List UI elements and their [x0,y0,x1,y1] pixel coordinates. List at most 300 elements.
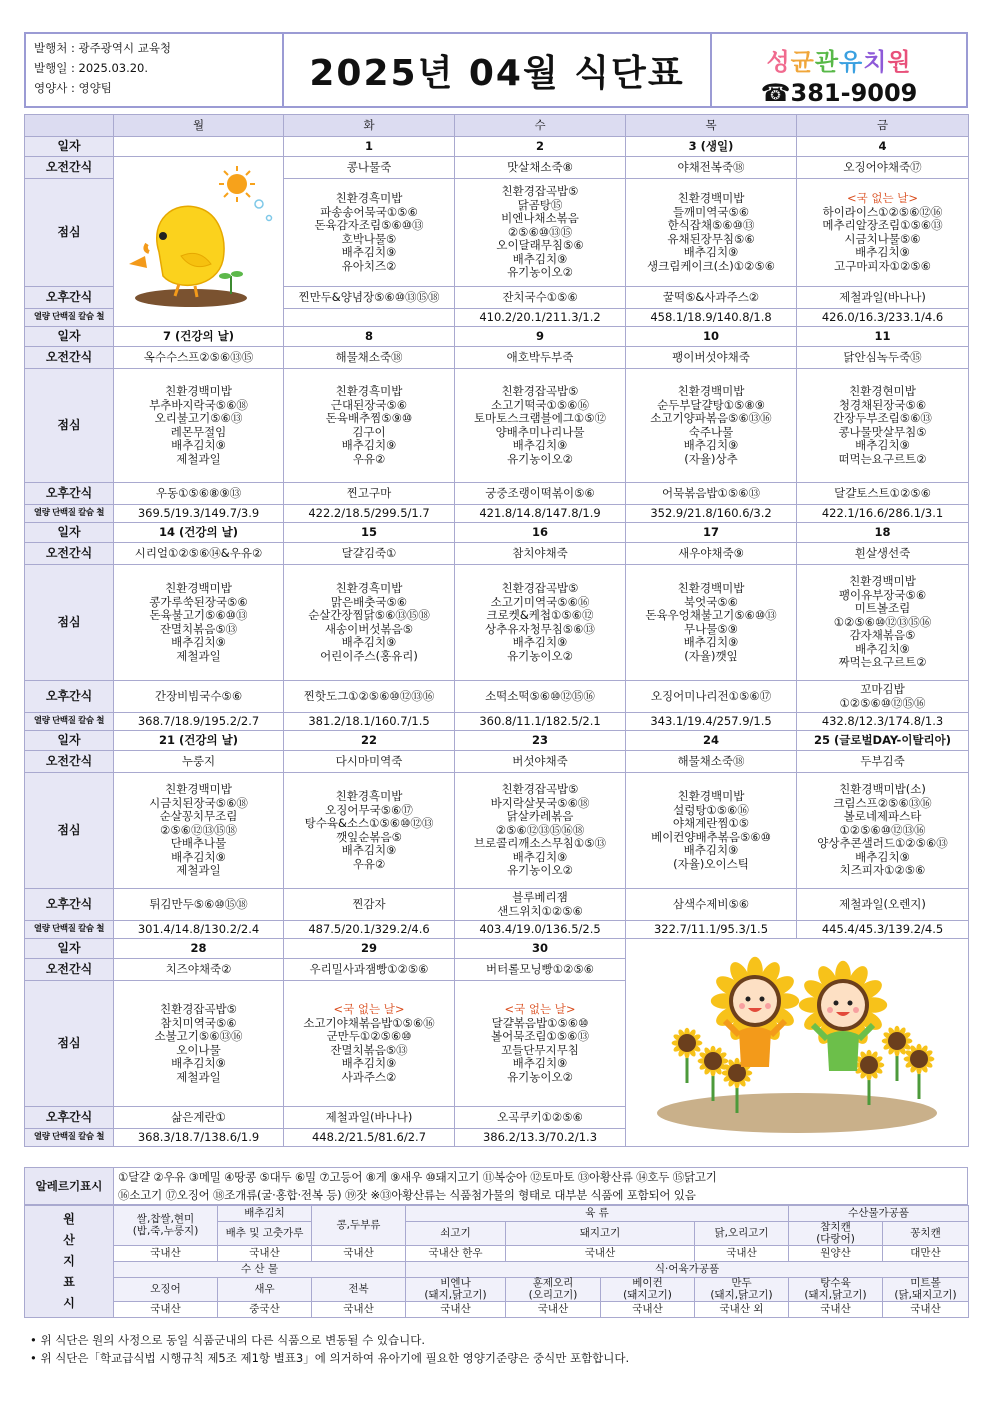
origin-value: 국내산 [506,1246,695,1262]
weekday-wed: 수 [455,115,626,137]
day-afternoon-cell: 삶은계란① [114,1107,284,1129]
origin-kimchi-sub: 배추 및 고춧가루 [218,1222,312,1246]
lunch-dish: 호박나물⑤ [341,231,397,246]
origin-item-head: 새우 [218,1278,312,1302]
origin-item-head: 만두 (돼지,닭고기) [695,1278,789,1302]
snack-line: 꼬마김밥 [860,682,905,696]
nutrition-label: 열량 단백질 칼슘 철 [25,505,114,523]
day-lunch-cell [626,179,797,287]
lunch-dish: 제철과일 [176,863,221,878]
lunch-dish: 사과주스② [341,1069,397,1084]
lunch-dish: 무나물⑤⑨ [684,621,738,636]
lunch-dish: 제철과일 [176,648,221,663]
afternoon-label: 오후간식 [25,1107,114,1129]
publisher: 광주광역시 교육청 [78,41,172,55]
day-morning-cell: 맛살채소죽⑧ [455,157,626,179]
day-afternoon-cell: 제철과일(바나나) [284,1107,455,1129]
day-afternoon-cell: 달걀토스트①②⑤⑥ [797,483,969,505]
lunch-dish: 근대된장국⑤⑥ [330,397,408,412]
lunch-dish: 베이컨양배추볶음⑤⑥⑩ [651,829,771,844]
origin-row1-values [25,1246,969,1262]
lunch-dish: (자율)상추 [684,451,738,466]
day-morning-cell: 콩나물죽 [284,157,455,179]
week-4-morning-row [25,751,969,773]
origin-value: 국내산 [312,1302,406,1318]
day-lunch-cell [114,369,284,483]
lunch-dish: 배추김치⑨ [512,251,568,266]
lunch-dish: 치즈피자①②⑤⑥ [839,863,926,878]
origin-value: 중국산 [218,1302,312,1318]
day-morning-cell: 시리얼①②⑤⑥⑭&우유② [114,543,284,565]
day-nutrition-cell: 368.3/18.7/138.6/1.9 [114,1129,284,1147]
lunch-dish: 바지락살뭇국⑤⑥⑱ [490,795,590,810]
day-nutrition-cell: 381.2/18.1/160.7/1.5 [284,713,455,731]
day-morning-cell: 해물채소죽⑱ [284,347,455,369]
lunch-dish: 오이달래무침⑤⑥ [496,238,584,253]
day-afternoon-cell: 소떡소떡⑤⑥⑩⑫⑮⑯ [455,681,626,713]
nutritionist: 영양팀 [78,81,112,95]
day-nutrition-cell: 445.4/45.3/139.2/4.5 [797,921,969,939]
origin-value: 국내산 [406,1302,506,1318]
morning-label: 오전간식 [25,959,114,981]
day-morning-cell: 두부김죽 [797,751,969,773]
morning-label: 오전간식 [25,543,114,565]
lunch-dish: 들깨미역국⑤⑥ [672,204,750,219]
lunch-dish: 배추김치⑨ [683,843,739,857]
day-morning-cell: 새우야채죽⑨ [626,543,797,565]
lunch-dish: <국 없는 날> [333,1002,405,1016]
afternoon-label: 오후간식 [25,287,114,309]
lunch-dish: 단배추나물 [170,836,227,851]
lunch-dish: ②⑤⑥⑩⑬⑮ [507,224,573,239]
day-morning-cell: 팽이버섯야채죽 [626,347,797,369]
lunch-dish: 순살꽁치무조림 [159,809,238,824]
week-3-lunch-row [25,565,969,681]
lunch-dish: 감자채볶음⑤ [849,628,916,643]
origin-bean-head: 콩,두부류 [312,1206,406,1246]
day-morning-cell: 옥수수스프②⑤⑥⑬⑮ [114,347,284,369]
origin-value: 국내산 [601,1302,695,1318]
day-nutrition-cell: 432.8/12.3/174.8/1.3 [797,713,969,731]
day-afternoon-cell: 궁중조랭이떡볶이⑤⑥ [455,483,626,505]
menu-table [24,114,969,1147]
lunch-dish: 소고기떡국①⑤⑥⑯ [491,397,589,412]
day-date-cell: 14 (건강의 날) [114,523,284,543]
allergy-line-1: ①달걀 ②우유 ③메밀 ④땅콩 ⑤대두 ⑥밀 ⑦고등어 ⑧게 ⑨새우 ⑩돼지고기 ⑪복숭아 ⑫토마토 ⑬아황산류 ⑭호두 ⑮닭고기 [118,1170,717,1184]
lunch-dish: 크림스프②⑤⑥⑬⑯ [833,795,932,810]
day-date-cell: 11 [797,327,969,347]
allergy-table [24,1167,968,1205]
origin-value: 국내산 [506,1302,601,1318]
week-2-date-row [25,327,969,347]
day-date-cell: 28 [114,939,284,959]
lunch-dish: 제철과일 [176,451,221,466]
lunch-dish: 오이나물 [176,1042,221,1057]
lunch-dish: 소고기미역국⑤⑥⑯ [490,594,590,609]
day-date-cell: 17 [626,523,797,543]
week-2-afternoon-row [25,483,969,505]
origin-seafood-head: 수 산 물 [114,1262,406,1278]
note-2: • 위 식단은「학교급식법 시행규칙 제5조 제1항 별표3」에 의거하여 유아기에 필요한 영양기준량은 중식만 포함합니다. [30,1351,630,1365]
week-3-nutrition-row [25,713,969,731]
week-1-morning-row [25,157,969,179]
lunch-dish: 친환경백미밥 [677,789,745,803]
lunch-dish: 배추김치⑨ [341,635,397,649]
day-nutrition-cell: 458.1/18.9/140.8/1.8 [626,309,797,327]
origin-value: 국내산 [695,1246,789,1262]
lunch-dish: 친환경백미밥 [849,574,916,589]
lunch-dish: ①②⑤⑥⑩⑫⑬⑯ [839,822,926,837]
lunch-dish: 배추김치⑨ [683,245,739,259]
lunch-label: 점심 [25,179,114,287]
corner-cell [25,115,114,137]
date-label: 일자 [25,731,114,751]
lunch-dish: 배추김치⑨ [512,635,568,649]
day-date-cell: 22 [284,731,455,751]
day-morning-cell: 흰살생선죽 [797,543,969,565]
weekday-header-row [25,115,969,137]
week-4-nutrition-row [25,921,969,939]
day-morning-cell: 닭안심녹두죽⑮ [797,347,969,369]
origin-value: 국내산 한우 [406,1246,506,1262]
origin-value: 원양산 [789,1246,883,1262]
lunch-dish: <국 없는 날> [504,1002,576,1016]
nutrition-label: 열량 단백질 칼슘 철 [25,921,114,939]
lunch-dish: 친환경백미밥 [677,191,745,205]
day-date-cell: 3 (생일) [626,137,797,157]
lunch-dish: 레몬무절임 [170,424,227,439]
day-nutrition-cell: 343.1/19.4/257.9/1.5 [626,713,797,731]
day-date-cell: 8 [284,327,455,347]
origin-value: 국내산 [114,1302,218,1318]
day-date-cell: 1 [284,137,455,157]
day-lunch-cell [284,369,455,483]
day-date-cell: 2 [455,137,626,157]
week-4-lunch-row [25,773,969,889]
week-3-afternoon-row [25,681,969,713]
lunch-dish: ②⑤⑥⑫⑬⑮⑯⑱ [495,822,585,837]
week-5-date-row [25,939,969,959]
lunch-dish: 간장두부조림⑤⑥⑬ [833,411,932,425]
day-nutrition-cell: 448.2/21.5/81.6/2.7 [284,1129,455,1147]
day-lunch-cell [284,179,455,287]
day-date-cell: 23 [455,731,626,751]
lunch-dish: 북엇국⑤⑥ [684,594,738,609]
day-nutrition-cell: 368.7/18.9/195.2/2.7 [114,713,284,731]
date-label: 일자 [25,327,114,347]
weekday-mon: 월 [114,115,284,137]
day-date-cell: 7 (건강의 날) [114,327,284,347]
lunch-dish: 친환경백미밥(소) [839,782,926,797]
origin-value: 국내산 [114,1246,218,1262]
origin-pork-head: 돼지고기 [506,1222,695,1246]
lunch-dish: 배추김치⑨ [512,1056,568,1070]
lunch-dish: 친환경현미밥 [849,384,916,398]
lunch-dish: 돈육불고기⑤⑥⑩⑬ [149,608,248,622]
origin-chicken-head: 닭,오리고기 [695,1222,789,1246]
day-lunch-cell [114,773,284,889]
day-nutrition-cell: 360.8/11.1/182.5/2.1 [455,713,626,731]
origin-value: 국내산 [312,1246,406,1262]
lunch-dish: 배추김치⑨ [683,438,739,452]
day-afternoon-cell [455,889,626,921]
origin-item-head: 베이컨 (돼지고기) [601,1278,695,1302]
afternoon-label: 오후간식 [25,483,114,505]
lunch-dish: 달걀볶음밥①⑤⑥⑩ [491,1015,589,1030]
lunch-dish: 제철과일 [176,1069,221,1084]
lunch-label: 점심 [25,565,114,681]
lunch-dish: 소고기양파볶음⑤⑥⑬⑯ [650,411,772,425]
day-lunch-cell [626,565,797,681]
lunch-dish: 설렁탕①⑤⑥⑯ [673,802,749,817]
morning-label: 오전간식 [25,751,114,773]
lunch-label: 점심 [25,369,114,483]
lunch-dish: 배추김치⑨ [171,438,226,452]
date-label: 일자 [25,523,114,543]
school-name-char: 원 [887,48,912,76]
origin-value: 국내산 [789,1302,883,1318]
lunch-dish: 고구마피자①②⑤⑥ [834,258,931,273]
origin-meat-head: 육 류 [406,1206,789,1222]
sunflower-kids-illustration [626,939,969,1147]
week-2-morning-row [25,347,969,369]
lunch-dish: 김구이 [352,424,386,439]
origin-tuna-head: 참치캔 (다랑어) [789,1222,883,1246]
origin-item-head: 오징어 [114,1278,218,1302]
lunch-dish: 어린이주스(홍유리) [320,648,418,663]
publish-date: 2025.03.20. [78,61,149,75]
origin-row2-heads [25,1278,969,1302]
lunch-dish: 유기농이오② [507,1069,573,1084]
week-3-date-row [25,523,969,543]
lunch-dish: 친환경잡곡밥⑤ [501,184,579,199]
school-info [712,34,966,106]
day-afternoon-cell: 찐만두&양념장⑤⑥⑩⑬⑮⑱ [284,287,455,309]
lunch-dish: 유아치즈② [341,258,397,273]
day-afternoon-cell: 제철과일(오렌지) [797,889,969,921]
day-afternoon-cell: 우동①⑤⑥⑧⑨⑬ [114,483,284,505]
lunch-dish: 팽이유부장국⑤⑥ [838,587,927,602]
lunch-dish: 순살간장찜닭⑤⑥⑬⑮⑱ [308,608,430,622]
day-lunch-cell [455,565,626,681]
weekday-thu: 목 [626,115,797,137]
origin-saury-head: 꽁치캔 [883,1222,969,1246]
lunch-dish: 친환경흑미밥 [335,384,403,398]
day-lunch-cell [797,179,969,287]
school-phone: ☎381-9009 [760,79,918,107]
lunch-dish: 깻잎순볶음⑤ [336,829,402,844]
lunch-dish: 브로콜리깨소스무침①⑤⑬ [473,836,607,851]
day-lunch-cell [284,773,455,889]
day-nutrition-cell: 422.1/16.6/286.1/3.1 [797,505,969,523]
page-title: 2025년 04월 식단표 [284,34,712,106]
lunch-dish: 맑은배춧국⑤⑥ [330,594,408,609]
day-afternoon-cell: 잔치국수①⑤⑥ [455,287,626,309]
morning-label: 오전간식 [25,347,114,369]
day-lunch-cell [797,369,969,483]
lunch-dish: 배추김치⑨ [855,849,910,864]
lunch-dish: 파송송어묵국①⑤⑥ [320,204,418,219]
day-nutrition-cell: 301.4/14.8/130.2/2.4 [114,921,284,939]
lunch-dish: 친환경백미밥 [677,581,745,595]
day-lunch-cell [455,773,626,889]
day-date-cell: 4 [797,137,969,157]
day-date-cell: 24 [626,731,797,751]
origin-row2-values [25,1302,969,1318]
day-date-cell: 10 [626,327,797,347]
origin-item-head: 비엔나 (돼지,닭고기) [406,1278,506,1302]
lunch-dish: 친환경잡곡밥⑤ [160,1002,237,1016]
day-morning-cell: 버섯야채죽 [455,751,626,773]
origin-value: 국내산 외 [695,1302,789,1318]
nutrition-label: 열량 단백질 칼슘 철 [25,713,114,731]
lunch-dish: 청경채된장국⑤⑥ [838,397,927,412]
school-name-char: 균 [790,48,815,76]
lunch-dish: 군만두①②⑤⑥⑩ [326,1029,412,1043]
school-name-char: 치 [863,48,888,76]
lunch-dish: 친환경잡곡밥⑤ [501,384,579,398]
day-afternoon-cell: 삼색수제비⑤⑥ [626,889,797,921]
lunch-dish: 비엔나채소볶음 [501,211,579,226]
day-morning-cell: 누룽지 [114,751,284,773]
week-1-date-row [25,137,969,157]
school-name-char: 유 [839,48,864,76]
lunch-dish: 배추김치⑨ [855,438,910,452]
lunch-dish: 유채된장무침⑤⑥ [667,231,755,246]
day-morning-cell: 버터롤모닝빵①②⑤⑥ [455,959,626,981]
lunch-dish: 잔멸치볶음⑤⑬ [159,621,238,636]
date-label: 일자 [25,137,114,157]
lunch-dish: 돈육우엉채불고기⑤⑥⑩⑬ [645,608,777,622]
empty-date-cell [114,137,284,157]
lunch-dish: 돈육배추찜⑤⑨⑩ [325,411,413,425]
day-date-cell: 15 [284,523,455,543]
day-afternoon-cell: 찐감자 [284,889,455,921]
lunch-dish: 부추바지락국⑤⑥⑱ [149,397,248,412]
week-4-afternoon-row [25,889,969,921]
lunch-dish: 배추김치⑨ [683,635,739,649]
lunch-dish: 생크림케이크(소)①②⑤⑥ [647,258,775,273]
day-lunch-cell [797,565,969,681]
lunch-dish: 메추리알장조림①⑤⑥⑬ [822,218,943,232]
lunch-dish: 유기농이오② [507,648,573,663]
snack-line: 샌드위치①②⑤⑥ [497,903,583,918]
school-name [712,42,966,77]
week-3-morning-row [25,543,969,565]
chick-graphic [119,160,279,320]
header [24,32,968,108]
lunch-dish: 소고기야채볶음밥①⑤⑥⑯ [303,1015,435,1030]
day-afternoon-cell [797,681,969,713]
day-morning-cell: 다시마미역죽 [284,751,455,773]
lunch-dish: (자율)오이스틱 [673,856,749,871]
date-label: 발행일 : [34,61,75,75]
day-lunch-cell [455,179,626,287]
lunch-dish: 오리불고기⑤⑥⑬ [154,411,243,425]
origin-item-head: 탕수육 (돼지,닭고기) [789,1278,883,1302]
nutritionist-label: 영양사 : [34,81,75,95]
allergy-legend [114,1168,968,1205]
day-nutrition-cell: 422.2/18.5/299.5/1.7 [284,505,455,523]
day-afternoon-cell: 오징어미나리전①⑤⑥⑰ [626,681,797,713]
lunch-dish: 탕수육&소스①⑤⑥⑩⑫⑬ [304,816,434,830]
origin-label: 원 산 지 표 시 [25,1206,114,1318]
origin-kimchi-head: 배추김치 [218,1206,312,1222]
empty-nutrition-cell [284,309,455,327]
day-morning-cell: 해물채소죽⑱ [626,751,797,773]
lunch-dish: 순두부달걀탕①⑤⑧⑨ [657,397,765,412]
day-nutrition-cell: 322.7/11.1/95.3/1.5 [626,921,797,939]
day-date-cell: 9 [455,327,626,347]
lunch-dish: 시금치나물⑤⑥ [844,231,921,246]
lunch-dish: <국 없는 날> [846,191,919,205]
morning-label: 오전간식 [25,157,114,179]
day-morning-cell: 달걀김죽① [284,543,455,565]
lunch-dish: 돈육감자조림⑤⑥⑩⑬ [314,218,424,232]
lunch-dish: 하이라이스①②⑤⑥⑫⑯ [822,204,943,219]
lunch-dish: (자율)깻잎 [684,648,738,663]
day-nutrition-cell: 487.5/20.1/329.2/4.6 [284,921,455,939]
lunch-dish: 떠먹는요구르트② [838,451,927,466]
day-morning-cell: 애호박두부죽 [455,347,626,369]
day-morning-cell: 야채전복죽⑱ [626,157,797,179]
nutrition-label: 열량 단백질 칼슘 철 [25,309,114,327]
week-2-lunch-row [25,369,969,483]
origin-item-head: 훈제오리 (오리고기) [506,1278,601,1302]
day-date-cell: 21 (건강의 날) [114,731,284,751]
origin-rice-head: 쌀,찹쌀,현미 (밥,죽,누룽지) [114,1206,218,1246]
lunch-label: 점심 [25,773,114,889]
snack-line: 블루베리잼 [512,890,568,904]
publisher-label: 발행처 : [34,41,75,55]
day-nutrition-cell: 369.5/19.3/149.7/3.9 [114,505,284,523]
lunch-dish: 배추김치⑨ [341,843,397,857]
origin-value: 국내산 [883,1302,969,1318]
lunch-dish: 한식잡채⑤⑥⑩⑬ [667,218,755,232]
lunch-dish: 짜먹는요구르트② [838,655,927,670]
day-nutrition-cell: 386.2/13.3/70.2/1.3 [455,1129,626,1147]
lunch-dish: 콩나물맛살무침⑤ [838,424,927,439]
lunch-dish: 상추유자청무침⑤⑥⑬ [485,621,595,636]
school-name-char: 관 [814,48,839,76]
date-label: 일자 [25,939,114,959]
lunch-dish: 친환경백미밥 [165,782,232,797]
lunch-dish: 친환경백미밥 [677,384,745,398]
day-nutrition-cell: 421.8/14.8/147.8/1.9 [455,505,626,523]
day-lunch-cell [114,565,284,681]
lunch-dish: 오징어무국⑤⑥⑰ [325,802,413,817]
weekday-tue: 화 [284,115,455,137]
notes [30,1331,629,1367]
kids-graphic [647,943,947,1139]
lunch-dish: 양상추콘샐러드①②⑤⑥⑬ [817,836,948,851]
day-lunch-cell [626,369,797,483]
lunch-dish: 야채계란찜①⑤ [672,816,750,830]
day-afternoon-cell: 어묵볶음밥①⑤⑥⑬ [626,483,797,505]
origin-table [24,1205,969,1318]
day-lunch-cell [797,773,969,889]
lunch-dish: 볼어묵조림①⑤⑥⑬ [491,1029,589,1043]
nutrition-label: 열량 단백질 칼슘 철 [25,1129,114,1147]
day-morning-cell: 우리밀사과잼빵①②⑤⑥ [284,959,455,981]
lunch-dish: 새송이버섯볶음⑤ [324,621,414,636]
day-morning-cell: 참치야채죽 [455,543,626,565]
origin-item-head: 미트볼 (닭,돼지고기) [883,1278,969,1302]
origin-seafood-proc-head: 수산물가공품 [789,1206,969,1222]
note-1: • 위 식단은 원의 사정으로 동일 식품군내의 다른 식품으로 변동될 수 있습니다. [30,1333,426,1347]
lunch-dish: 배추김치⑨ [341,438,397,452]
day-afternoon-cell: 찐핫도그①②⑤⑥⑩⑫⑬⑯ [284,681,455,713]
